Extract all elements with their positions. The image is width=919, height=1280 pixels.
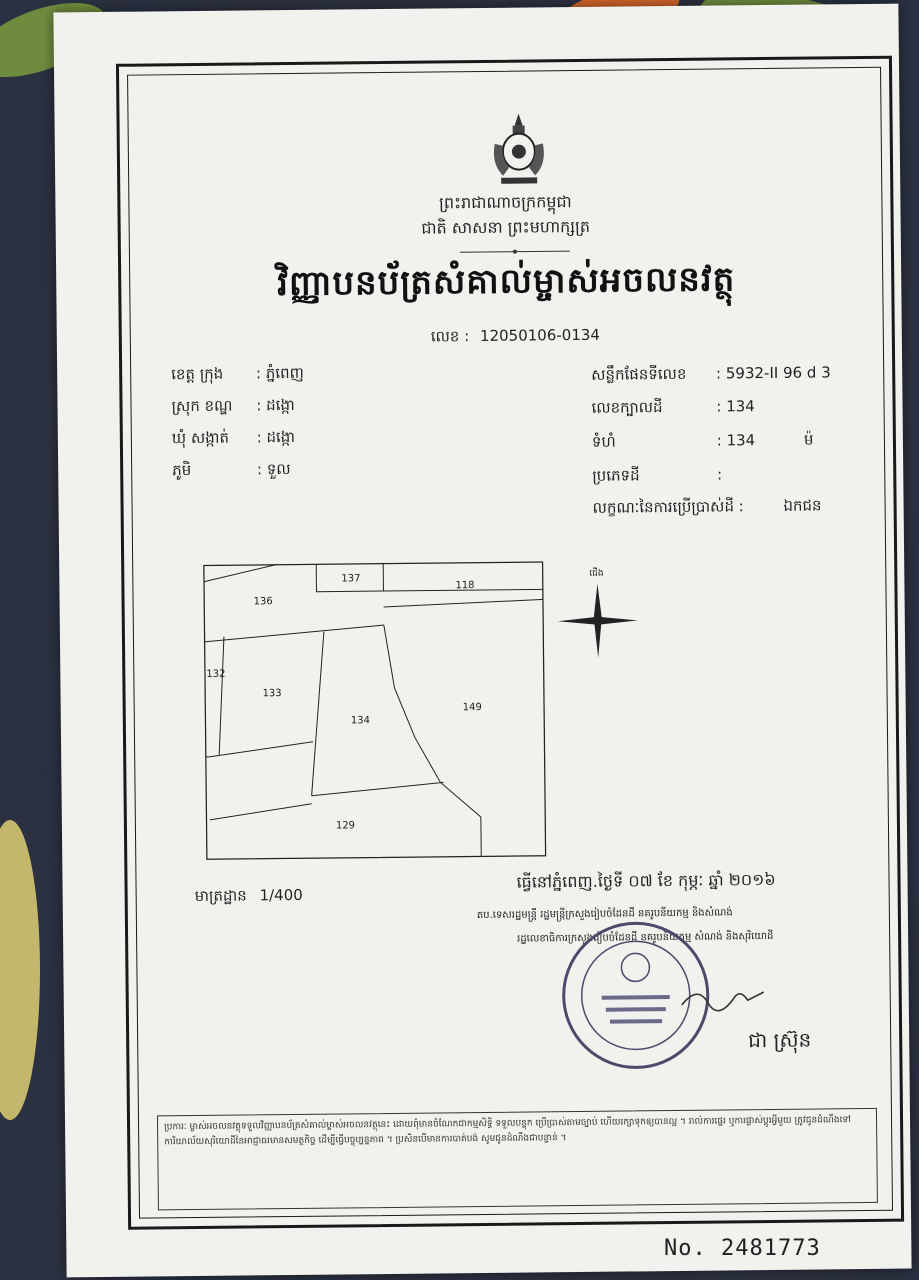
- field-label: សន្លឹកផែនទីលេខ: [591, 364, 687, 384]
- field-parcel-number: [591, 397, 754, 421]
- scale-label: មាត្រដ្ឋាន: [194, 886, 247, 906]
- field-label: លក្ខណៈនៃការប្រើប្រាស់ដី :: [592, 497, 744, 517]
- field-commune: [172, 428, 295, 451]
- handwritten-signature: [678, 974, 769, 1025]
- kingdom-line: ព្រះរាជាណាចក្រកម្ពុជា: [439, 192, 572, 213]
- area-unit: ម៉: [803, 430, 814, 449]
- field-label: ខេត្ត ក្រុង: [171, 364, 224, 384]
- field-value: : ភ្នំពេញ: [255, 363, 304, 383]
- field-land-type: [592, 465, 722, 488]
- field-value: : ដង្កោ: [256, 395, 295, 415]
- field-value: : 134: [716, 431, 756, 450]
- parcel-label: 136: [253, 596, 273, 608]
- field-value: : 5932-II 96 d 3: [715, 363, 831, 383]
- signatory-name: ជា ស្រ៊ុន: [748, 1027, 812, 1053]
- certificate-frame: [116, 56, 904, 1230]
- serial-number: No. 2481773: [664, 1236, 821, 1261]
- field-land-use: [593, 496, 822, 520]
- parcel-label: 149: [462, 702, 482, 714]
- parcel-label: 137: [341, 573, 361, 585]
- certificate-title: វិញ្ញាបនប័ត្រសំគាល់ម្ចាស់អចលនវត្ថុ: [276, 259, 736, 305]
- ornament-divider: [460, 247, 570, 256]
- field-village: [172, 460, 291, 483]
- field-value: :: [716, 465, 723, 484]
- parcel-label: 134: [350, 715, 370, 727]
- certificate-number: [431, 326, 600, 350]
- field-value: : ដង្កោ: [256, 427, 296, 447]
- field-value: : 134: [716, 397, 755, 416]
- background-leaf: [0, 820, 40, 1120]
- field-area: [592, 431, 814, 455]
- field-label: ទំហំ: [591, 432, 616, 451]
- number-label: លេខ :: [430, 327, 470, 346]
- parcel-label: 129: [335, 820, 356, 832]
- number-value: 12050106-0134: [479, 325, 601, 346]
- parcel-label: 118: [455, 580, 475, 592]
- north-label: ជើង: [589, 568, 604, 579]
- field-map-sheet: [591, 363, 831, 388]
- issue-date: ធ្វើនៅភ្នំពេញ.ថ្ងៃទី ០៧ ខែ កុម្ភៈ ឆ្នាំ ២០១៦: [516, 869, 776, 892]
- field-label: លេខក្បាលដី: [591, 398, 663, 417]
- field-label: ស្រុក ខណ្ឌ: [171, 396, 233, 416]
- royal-emblem-icon: [488, 111, 549, 187]
- legal-note: ប្រការៈ ម្ចាស់អចលនវត្ថុទទួលវិញ្ញាបនប័ត្រសំគាល់ម្ចាស់អចលនវត្ថុនេះ ដោយពុំមានចំណែកជាកម្មសិទ្ធិ ទទួលបន្ទុក ប្រើប្រាស់តាមច្បាប់ ហើយរក្សាទុកឲ្យបានល្អ ។ រាល់ការផ្ទេរ ឬការផ្លាស់ប្តូរអ្វីមួយ ត្រូវជូនដំណឹងទៅការិយាល័យសុរិយោដីនៃអាជ្ញាធរមានសមត្ថកិច្ច ដើម្បីធ្វើបច្ចុប្បន្នភាព ។ ប្រសិនបើមានការបាត់បង់ សូមជូនដំណឹងជាបន្ទាន់ ។: [157, 1108, 878, 1211]
- certificate-paper: [53, 4, 911, 1278]
- parcel-label: 132: [206, 668, 226, 680]
- north-arrow-icon: [553, 565, 644, 666]
- certificate-inner-frame: [127, 67, 893, 1219]
- cadastral-map: [203, 561, 546, 860]
- parcel-label: 133: [262, 688, 282, 700]
- field-label: ឃុំ សង្កាត់: [171, 428, 230, 448]
- signatory-title-line1: តប.ទេសរដ្ឋមន្ត្រី រដ្ឋមន្ត្រីក្រសួងរៀបចំដែនដី នគរូបនីយកម្ម និងសំណង់: [476, 907, 733, 922]
- field-label: ប្រភេទដី: [592, 466, 640, 485]
- signatory-title-line2: រដ្ឋលេខាធិការក្រសួងរៀបចំដែនដី នគរូបនីយកម្ម សំណង់ និងសុរិយោដី: [517, 930, 774, 945]
- scale-value: 1/400: [259, 885, 303, 905]
- field-province: [171, 364, 304, 387]
- field-value: : ទួល: [256, 460, 291, 479]
- field-value: ឯកជន: [783, 496, 822, 515]
- motto-line: ជាតិ សាសនា ព្រះមហាក្សត្រ: [421, 216, 591, 238]
- field-district: [171, 396, 294, 419]
- map-scale: [195, 886, 303, 909]
- field-label: ភូមិ: [172, 461, 192, 480]
